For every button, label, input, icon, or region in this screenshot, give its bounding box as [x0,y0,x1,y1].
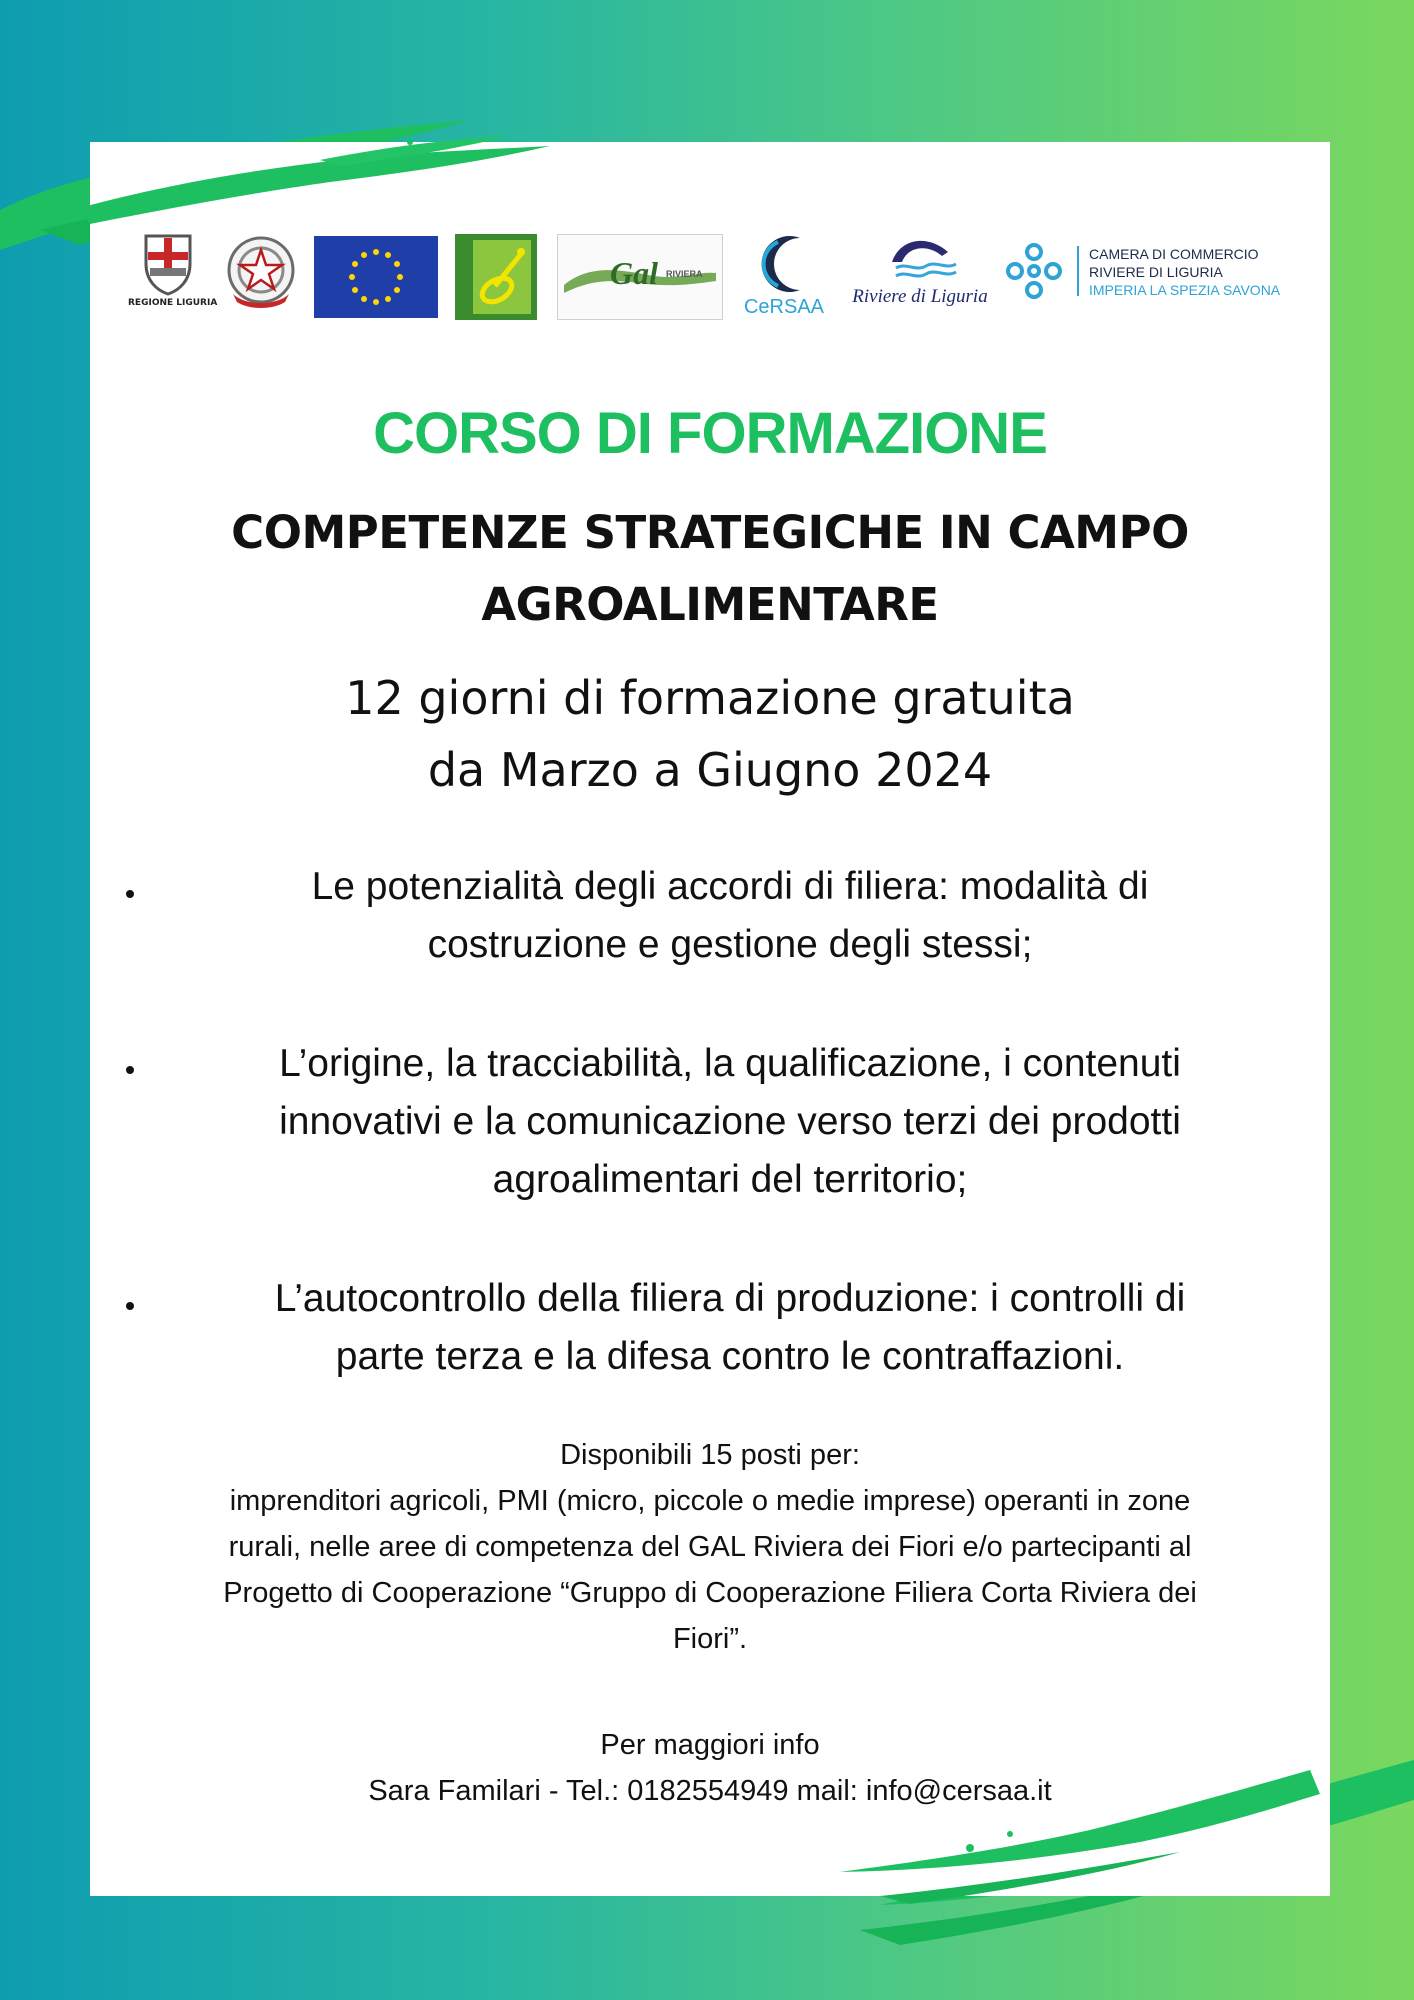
logos-row [90,232,1330,332]
course-title: CORSO DI FORMAZIONE [373,401,1047,466]
riviere-waves-icon [850,232,990,286]
riviere-di-liguria-logo [850,232,990,324]
bullet-icon [126,890,134,898]
topic-item-3 [190,1270,1270,1386]
topic-1-line-2: costruzione e gestione degli stessi; [427,923,1033,966]
camera-line-3: IMPERIA LA SPEZIA SAVONA [1089,282,1281,298]
leader-logo-icon [455,234,537,320]
cersaa-text: CeRSAA [743,296,825,318]
brush-stroke-top-overlay [80,120,560,230]
subtitle-line-1: COMPETENZE STRATEGICHE IN CAMPO [231,506,1189,559]
topic-item-2 [190,1035,1270,1209]
gal-riviera-logo [557,234,723,320]
topic-3-line-1: L’autocontrollo della filiera di produzione: i controlli di [274,1277,1186,1320]
riviere-text: Riviere di Liguria [852,286,988,307]
course-subtitle [180,497,1240,641]
info-line-1: Disponibili 15 posti per: [560,1439,860,1471]
topic-1-line-1: Le potenzialità degli accordi di filiera: modalità di [311,865,1149,908]
topic-3-line-2: parte terza e la difesa contro le contraffazioni. [335,1335,1125,1378]
topic-2-line-3: agroalimentari del territorio; [492,1158,968,1201]
bullet-icon [126,1066,134,1074]
dates-line-2: da Marzo a Giugno 2024 [427,743,993,797]
gal-subtitle: RIVIERA [666,269,703,279]
regione-liguria-shield-icon [128,232,208,298]
gal-title: Gal [610,255,658,291]
regione-liguria-caption: REGIONE LIGURIA [128,298,218,308]
cersaa-logo [738,232,830,324]
info-line-5: Fiori”. [672,1623,748,1655]
camera-commercio-pattern-icon [1003,240,1065,302]
bullet-icon [126,1302,134,1310]
camera-line-2: RIVIERE DI LIGURIA [1089,264,1223,280]
info-line-3: rurali, nelle aree di competenza del GAL Riviera dei Fiori e/o partecipanti al [228,1531,1192,1563]
dates-line-1: 12 giorni di formazione gratuita [345,671,1075,725]
topic-2-line-1: L’origine, la tracciabilità, la qualificazione, i contenuti [279,1042,1181,1085]
camera-line-1: CAMERA DI COMMERCIO [1089,246,1259,262]
poster-card [90,142,1330,1896]
eu-flag-icon [314,236,438,318]
subtitle-line-2: AGROALIMENTARE [481,578,939,631]
info-line-4: Progetto di Cooperazione “Gruppo di Cooperazione Filiera Corta Riviera dei [223,1577,1197,1609]
camera-divider [1077,246,1079,296]
contact-line-2[interactable]: Sara Familari - Tel.: 0182554949 mail: info@cersaa.it [368,1775,1052,1807]
info-line-2: imprenditori agricoli, PMI (micro, piccole o medie imprese) operanti in zone [229,1485,1191,1517]
regione-liguria-logo [128,232,218,322]
course-dates [90,662,1330,806]
italian-republic-emblem-icon [225,232,297,314]
topic-item-1 [190,858,1270,974]
contact-line-1: Per maggiori info [600,1729,820,1761]
cersaa-arc-icon [738,232,830,296]
eligibility-info [100,1432,1320,1662]
camera-di-commercio-logo [1003,240,1303,310]
brush-stroke-bottom-overlay [820,1760,1320,1910]
topic-2-line-2: innovativi e la comunicazione verso terzi dei prodotti [279,1100,1181,1143]
